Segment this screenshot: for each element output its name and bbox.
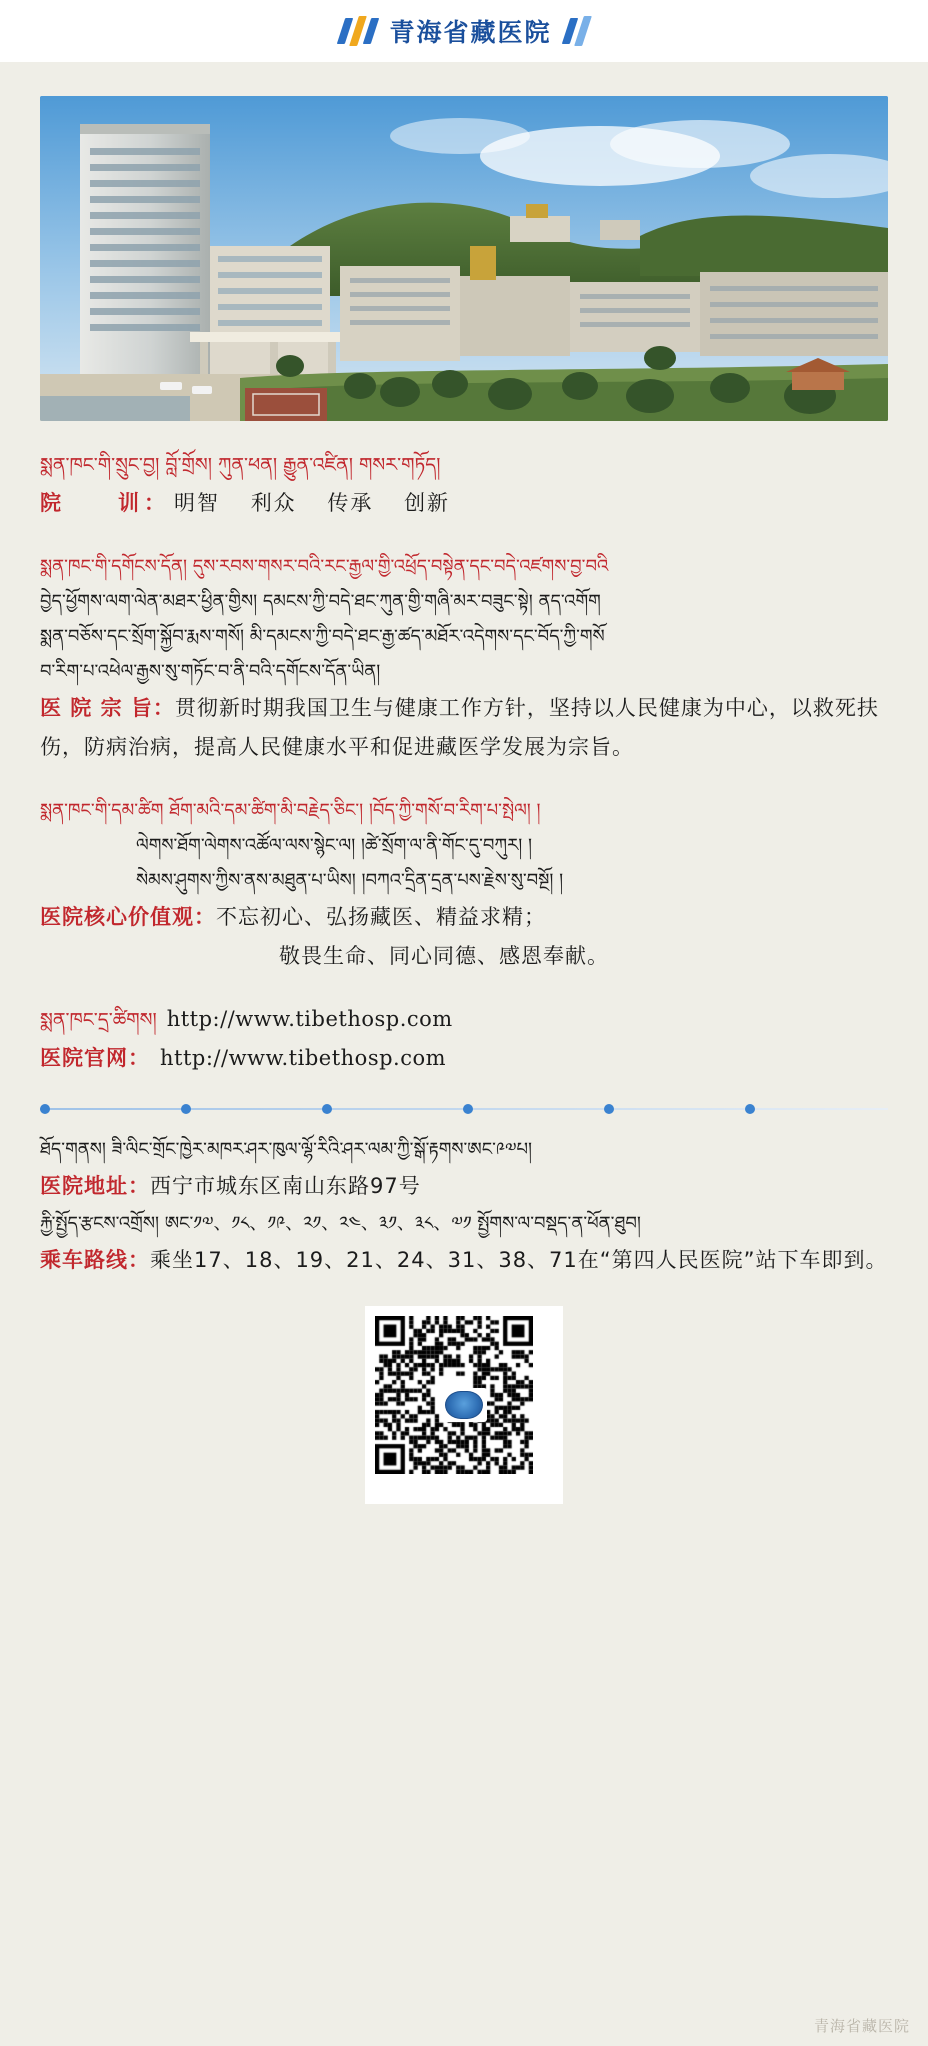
footer-watermark: 青海省藏医院	[813, 2017, 910, 2035]
values-text-line2: 敬畏生命、同心同德、感恩奉献。	[279, 944, 609, 969]
values-tibetan-line: སྨན་ཁང་གི་དམ་ཚིག ཐོག་མའི་དམ་ཚིག་མི་བརྗེད་ཅིང་། །བོད་ཀྱི་གསོ་བ་རིག་པ་སྤེལ། །	[40, 799, 541, 821]
section-values	[40, 793, 888, 976]
bus-text: 乘坐17、18、19、21、24、31、38、71在“第四人民医院”站下车即到。	[150, 1247, 888, 1272]
address-chinese	[40, 1167, 888, 1206]
address-label: 医院地址：	[40, 1173, 150, 1198]
qr-code[interactable]	[365, 1306, 563, 1504]
values-tibetan-line: སེམས་ཤུགས་ཀྱིས་ནས་མཐུན་པ་ཡིས། །བཀའ་དྲིན་དྲན་པས་རྗེས་སུ་བསྔོ། །	[136, 870, 564, 892]
purpose-tibetan	[40, 549, 888, 689]
values-text-line1: 不忘初心、弘扬藏医、精益求精；	[216, 905, 546, 930]
motto-word: 创新	[404, 491, 451, 516]
purpose-text: 贯彻新时期我国卫生与健康工作方针，坚持以人民健康为中心，以救死扶伤，防病治病，提高人民健康水平和促进藏医学发展为宗旨。	[40, 696, 879, 760]
values-label: 医院核心价值观：	[40, 905, 216, 930]
hospital-emblem-icon	[445, 1391, 483, 1419]
bus-chinese	[40, 1241, 888, 1280]
accent-bar-icon	[363, 18, 379, 44]
dotted-divider	[40, 1104, 888, 1114]
values-chinese	[40, 898, 888, 976]
values-tibetan-line: ལེགས་ཐོག་ལེགས་འཚོལ་ལས་སྙེང་ལ། །ཚེ་སྲོག་ལ་ནི་གོང་དུ་བཀུར། །	[136, 835, 533, 857]
section-purpose	[40, 549, 888, 767]
section-address	[40, 1132, 888, 1206]
header-right-accent	[566, 16, 587, 46]
website-url-tibetan[interactable]: http://www.tibethosp.com	[166, 1006, 453, 1031]
purpose-label: 医 院 宗 旨：	[40, 696, 175, 721]
motto-chinese-row	[40, 484, 888, 523]
qr-section	[40, 1306, 888, 1514]
divider-dot-icon	[40, 1104, 50, 1114]
purpose-tibetan-line: བྱེད་ཕྱོགས་ལག་ལེན་མཐར་ཕྱིན་གྱིས། དམངས་ཀྱི་བདེ་ཐང་ཀུན་གྱི་གཞི་མར་བཟུང་སྟེ། ནད་འགོག	[40, 590, 601, 612]
motto-tibetan: སྨན་ཁང་གི་སྲུང་བྱ། བློ་གྲོས། ཀུན་ཕན། རྒྱུན་འཛིན། གསར་གཏོད།	[40, 454, 441, 476]
motto-word: 明智	[174, 491, 220, 516]
divider-dot-icon	[604, 1104, 614, 1114]
page-content	[0, 62, 928, 1514]
website-tibetan-label: སྨན་ཁང་དྲ་ཚིགས།	[40, 1008, 157, 1031]
motto-word: 传承	[327, 491, 374, 516]
address-tibetan: ཐོད་གནས། ཟི་ལིང་གྲོང་ཁྱེར་མཁར་ཤར་ཁུལ་ལྷོ་རིའི་ཤར་ལམ་ཀྱི་སྒོ་རྟགས་ཨང་༩༧པ།	[40, 1138, 533, 1160]
section-motto	[40, 447, 888, 523]
divider-dot-icon	[745, 1104, 755, 1114]
divider-dot-icon	[322, 1104, 332, 1114]
purpose-chinese	[40, 689, 888, 767]
motto-label: 院 训：	[40, 491, 170, 516]
website-url[interactable]: http://www.tibethosp.com	[160, 1045, 447, 1070]
page-title: 青海省藏医院	[389, 18, 552, 47]
divider-dot-icon	[463, 1104, 473, 1114]
bus-tibetan: རྐྱི་སྤྱོད་རྩངས་འགྲོས། ཨང་༡༧、༡༨、༡༩、༢༡、༢༤、༣༡、༣༨、༧༡ སྤྱོགས་ལ་བསྡད་ན་ཕོན་ཐུབ།	[40, 1212, 641, 1234]
website-label: 医院官网：	[40, 1045, 150, 1070]
divider-dot-icon	[181, 1104, 191, 1114]
section-bus	[40, 1206, 888, 1280]
motto-word: 利众	[250, 491, 297, 516]
website-chinese-row	[40, 1039, 888, 1078]
header-left-accent	[341, 16, 375, 46]
bus-label: 乘车路线：	[40, 1247, 150, 1272]
address-text: 西宁市城东区南山东路97号	[150, 1173, 421, 1198]
qr-center-logo	[441, 1388, 487, 1422]
website-tibetan-row	[40, 1002, 888, 1039]
section-website	[40, 1002, 888, 1078]
page-header	[0, 0, 928, 62]
values-tibetan	[40, 793, 888, 898]
hospital-photo	[40, 96, 888, 421]
motto-words	[174, 487, 472, 517]
purpose-tibetan-line: སྨན་ཁང་གི་དགོངས་དོན། དུས་རབས་གསར་བའི་རང་རྒྱལ་གྱི་འཕྲོད་བསྟེན་དང་བདེ་འཛགས་བྱ་བའི	[40, 555, 609, 577]
hospital-photo-illustration	[40, 96, 888, 421]
purpose-tibetan-line: བ་རིག་པ་འཕེལ་རྒྱས་སུ་གཏོང་བ་ནི་བའི་དགོངས་དོན་ཡིན།	[40, 661, 381, 683]
purpose-tibetan-line: སྨན་བཅོས་དང་སྲོག་སྐྱོབ་རྨས་གསོ། མི་དམངས་ཀྱི་བདེ་ཐང་རྒྱ་ཚད་མཐོར་འདེགས་དང་བོད་ཀྱི་གསོ	[40, 626, 605, 648]
